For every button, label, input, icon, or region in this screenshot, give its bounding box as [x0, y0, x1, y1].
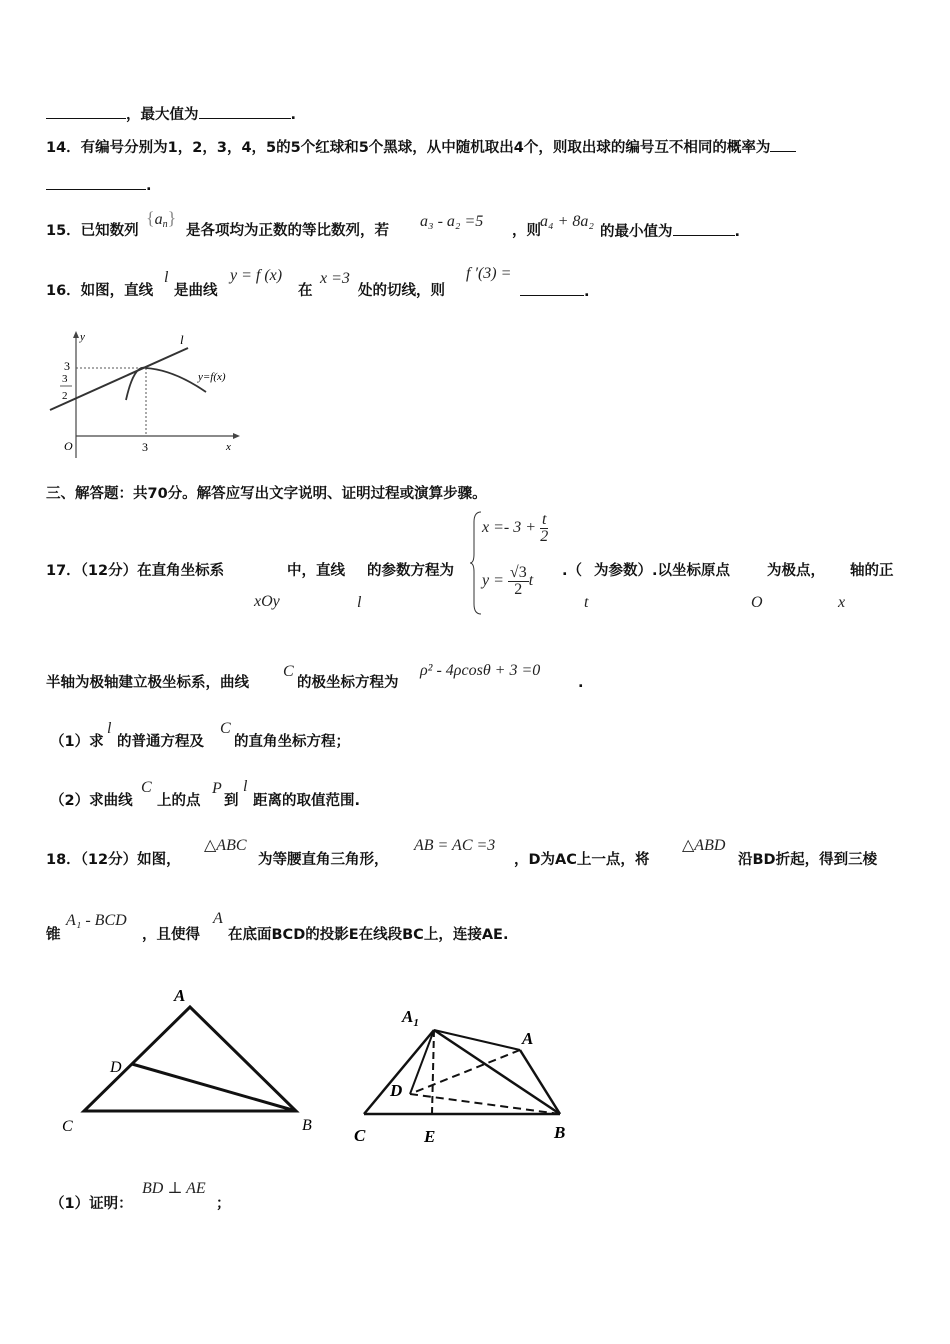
q18-text-d: 沿BD折起，得到三棱	[738, 852, 878, 868]
q17-text-a: 17．（12分）在直角坐标系	[46, 563, 225, 579]
q18-text-b: 为等腰直角三角形，	[258, 852, 389, 868]
point-D: D	[110, 1059, 122, 1076]
q16-text-a: 16．如图，直线	[46, 283, 154, 299]
edge-a1e	[432, 1030, 434, 1114]
q17-xoy: xOy	[254, 593, 280, 610]
section-3-heading: 三、解答题：共70分。解答应写出文字说明、证明过程或演算步骤。	[46, 486, 487, 502]
q18-text-a: 18．（12分）如图，	[46, 852, 181, 868]
edge-da1	[410, 1030, 434, 1094]
q17-part1-l: l	[107, 720, 112, 737]
vertex-A: A	[522, 1029, 534, 1048]
q17-part1-C: C	[220, 720, 231, 737]
q17-C: C	[283, 663, 294, 680]
y-axis-arrow	[73, 331, 79, 338]
q17-part2-c: 到	[224, 793, 239, 809]
q16-text-b: 是曲线	[174, 283, 218, 299]
q17-text-e: 为参数）.以坐标原点	[594, 563, 731, 579]
q17-text-f: 为极点，	[767, 563, 825, 579]
q18-part1: （1）证明：	[50, 1196, 133, 1212]
q15-condition: a₃ - a₂ =5	[420, 213, 484, 230]
q17-part2-a: （2）求曲线	[50, 793, 133, 809]
q17-eq2: y = $\frac{√3}{2}$ t	[482, 564, 534, 598]
tangent-label: l	[180, 332, 184, 347]
q18-text-c: ，D为AC上一点，将	[514, 852, 650, 868]
q15-text-a: 15．已知数列	[46, 223, 139, 239]
q17-t: t	[584, 594, 589, 611]
q16-l: l	[164, 269, 169, 286]
vertex-B: B	[554, 1123, 566, 1142]
y-axis-label: y	[80, 331, 85, 343]
q14-line1: 14．有编号分别为1，2，3，4，5的5个红球和5个黑球，从中随机取出4个，则取出球的编号互不相同的概率为	[46, 137, 796, 158]
x-axis-arrow	[233, 433, 240, 439]
q17-line2-b: 的极坐标方程为	[297, 675, 399, 691]
curve-label: y=f(x)	[198, 371, 226, 383]
answer-blank	[46, 104, 126, 119]
q17-line2-a: 半轴为极轴建立极坐标系，曲线	[46, 675, 249, 691]
q16-text-d: 处的切线，则	[358, 283, 445, 299]
q18-triangle-abc: △ABC	[204, 837, 247, 854]
y-tick-3: 3	[64, 359, 70, 373]
figure-18-triangle	[56, 980, 326, 1140]
x-axis-label: x	[226, 441, 231, 453]
q17-part2-d: 距离的取值范围.	[253, 793, 361, 809]
q17-x: x	[838, 594, 846, 611]
figure-18-pyramid	[350, 1000, 580, 1150]
answer-blank	[770, 137, 796, 152]
q17-line2-end: .	[578, 675, 584, 691]
q18-equal-sides: AB = AC =3	[414, 837, 496, 854]
q16-text-c: 在	[298, 283, 313, 299]
q18-perp: BD ⊥ AE	[142, 1180, 206, 1197]
q15-sequence: $\{a_n\}$	[146, 208, 177, 230]
vertex-C: C	[62, 1118, 73, 1135]
q15-text-b: 是各项均为正数的等比数列，若	[186, 223, 389, 239]
q17-part1-b: 的普通方程及	[117, 734, 204, 750]
q17-part2-b: 上的点	[157, 793, 201, 809]
edge-a1c	[364, 1030, 434, 1114]
q17-part1-c: 的直角坐标方程；	[234, 734, 350, 750]
x-tick-3: 3	[142, 440, 148, 454]
q14-line2: .	[46, 175, 152, 196]
vertex-B: B	[302, 1117, 312, 1134]
q17-text-c: 的参数方程为	[367, 563, 454, 579]
q18-line2-b: ，且使得	[142, 927, 200, 943]
q16-derivative: f ′(3) =	[466, 265, 512, 282]
q17-part2-P: P	[212, 780, 222, 797]
q15-text-c: ，则	[512, 223, 541, 239]
q13-tail: ，最大值为 .	[46, 104, 296, 125]
q16-blank: .	[520, 281, 590, 302]
q16-curve: y = f (x)	[230, 267, 283, 284]
origin-label: O	[64, 439, 73, 453]
vertex-A: A	[174, 986, 186, 1005]
answer-blank	[46, 175, 146, 190]
vertex-A1: $A_1$	[402, 1007, 419, 1029]
vertex-C: C	[354, 1126, 366, 1145]
curve-f	[126, 368, 206, 400]
q15-text-d: 的最小值为 .	[600, 221, 740, 242]
y-tick-half-num: 3	[62, 373, 68, 385]
point-E: E	[424, 1127, 436, 1146]
q17-part1-a: （1）求	[50, 734, 104, 750]
q18-line2-c: 在底面BCD的投影E在线段BC上，连接AE.	[228, 927, 509, 943]
q18-pyramid: A₁ - BCD	[66, 912, 127, 929]
answer-blank	[520, 281, 584, 296]
answer-blank	[199, 104, 291, 119]
q15-expr: a₄ + 8a₂	[540, 213, 594, 230]
y-tick-half-den: 2	[62, 390, 68, 402]
q18-line2-a: 锥	[46, 927, 61, 943]
edge-a1b	[434, 1030, 560, 1114]
q18-part1-end: ；	[216, 1196, 231, 1212]
edge-ad	[410, 1050, 520, 1094]
q17-O: O	[751, 594, 763, 611]
q17-eq1: x =- 3 + $\frac{t}{2}$	[482, 511, 549, 545]
edge-ab	[520, 1050, 560, 1114]
system-brace	[469, 510, 483, 616]
q17-l: l	[357, 594, 362, 611]
q17-text-b: 中，直线	[287, 563, 345, 579]
answer-blank	[673, 221, 735, 236]
q17-text-d: .（	[562, 563, 583, 579]
tangent-line-l	[50, 348, 188, 410]
q18-A: A	[213, 910, 223, 927]
point-D: D	[390, 1081, 403, 1100]
figure-16-graph	[48, 326, 248, 462]
q17-part2-C: C	[141, 779, 152, 796]
q18-triangle-abd: △ABD	[682, 837, 726, 854]
q17-polar-eq: ρ² - 4ρcosθ + 3 =0	[420, 662, 541, 679]
q16-point: x =3	[320, 270, 350, 287]
q17-text-g: 轴的正	[850, 563, 894, 579]
q17-part2-l: l	[243, 778, 248, 795]
